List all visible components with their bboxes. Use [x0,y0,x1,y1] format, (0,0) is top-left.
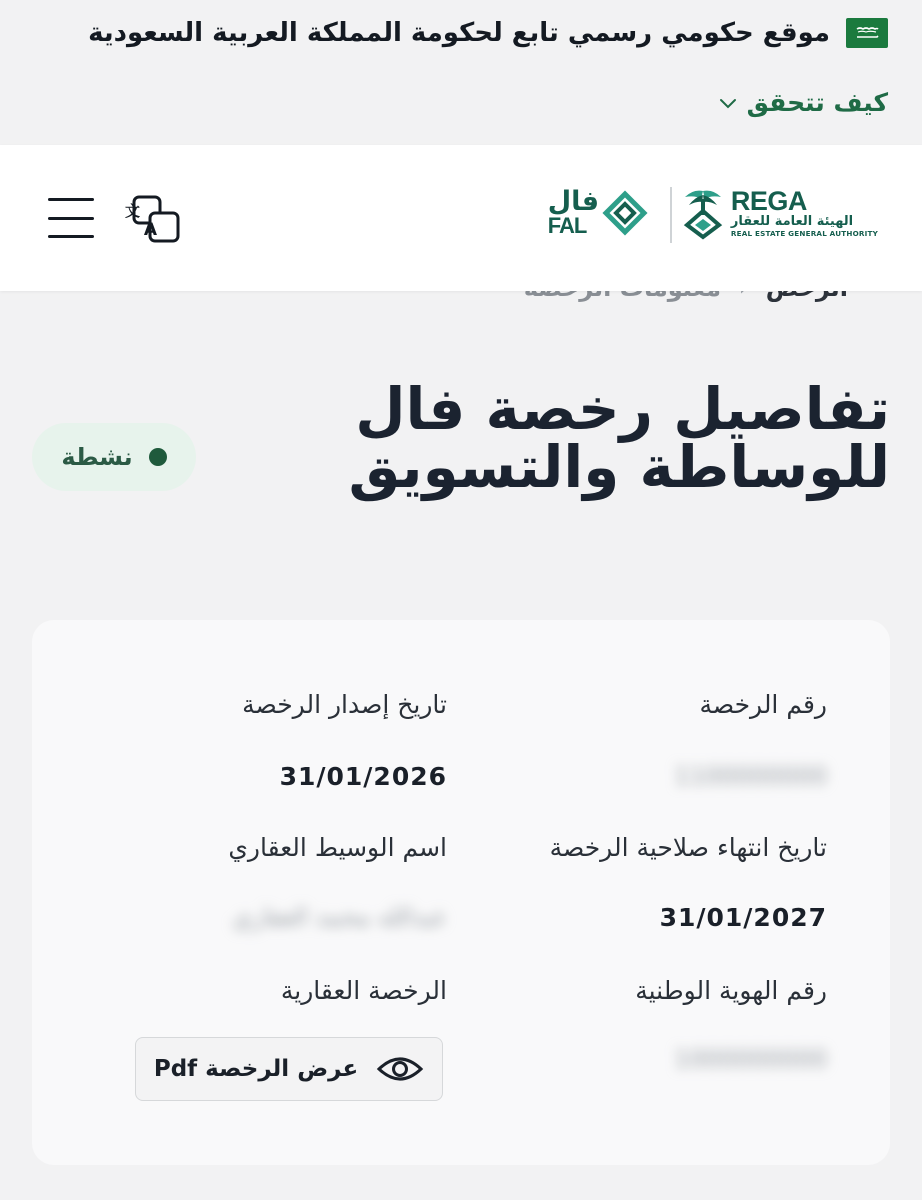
verify-link-label: كيف تتحقق [746,88,888,117]
menu-bar-icon [48,198,94,201]
translate-icon [124,195,180,243]
fal-english-name: FAL [547,213,587,238]
svg-text:文: 文 [124,202,140,220]
status-badge [32,423,196,491]
national-id-value: 1000000000 [674,1045,827,1073]
rega-logo-text [730,185,878,239]
issue-date-value: 31/01/2026 [279,762,447,791]
status-dot-icon [149,448,167,466]
rega-name: REGA [730,185,807,216]
rega-logo[interactable] [681,187,878,239]
fal-arabic-name: فال [547,186,599,217]
svg-text:A: A [143,220,157,240]
broker-name-label: اسم الوسيط العقاري [228,833,447,862]
fal-diamond-icon [603,191,647,235]
broker-name-value: عبدالله محمد العقاري [232,903,447,931]
hamburger-menu-button[interactable] [48,198,94,238]
gov-banner-text: موقع حكومي رسمي تابع لحكومة المملكة العربية السعودية [88,18,830,48]
translate-button[interactable] [124,195,180,243]
saudi-flag-icon [846,18,888,48]
view-pdf-button[interactable] [135,1037,443,1101]
real-estate-license-label: الرخصة العقارية [280,976,447,1005]
rega-palm-icon [681,187,725,239]
expiry-date-value: 31/01/2027 [659,903,827,932]
gov-banner [0,0,922,145]
rega-arabic-name: الهيئة العامة للعقار [730,213,854,229]
view-pdf-label: عرض الرخصة Pdf [153,1056,359,1082]
gov-banner-row [40,18,888,48]
status-label: نشطة [61,443,133,471]
rega-english-name: REAL ESTATE GENERAL AUTHORITY [730,228,878,238]
chevron-down-icon [719,97,737,109]
expiry-date-label: تاريخ انتهاء صلاحية الرخصة [549,833,827,862]
menu-bar-icon [48,217,94,220]
license-number-label: رقم الرخصة [699,690,827,719]
logo-divider [670,187,672,243]
menu-bar-icon [48,235,94,238]
issue-date-label: تاريخ إصدار الرخصة [242,690,447,719]
fal-logo-text [547,186,599,238]
eye-icon [376,1053,424,1085]
license-number-value: 1100000000 [674,762,827,790]
national-id-label: رقم الهوية الوطنية [635,976,827,1005]
fal-logo[interactable] [547,186,647,238]
verify-link[interactable] [719,88,888,117]
page-title: تفاصيل رخصة فال للوساطة والتسويق [348,375,890,501]
